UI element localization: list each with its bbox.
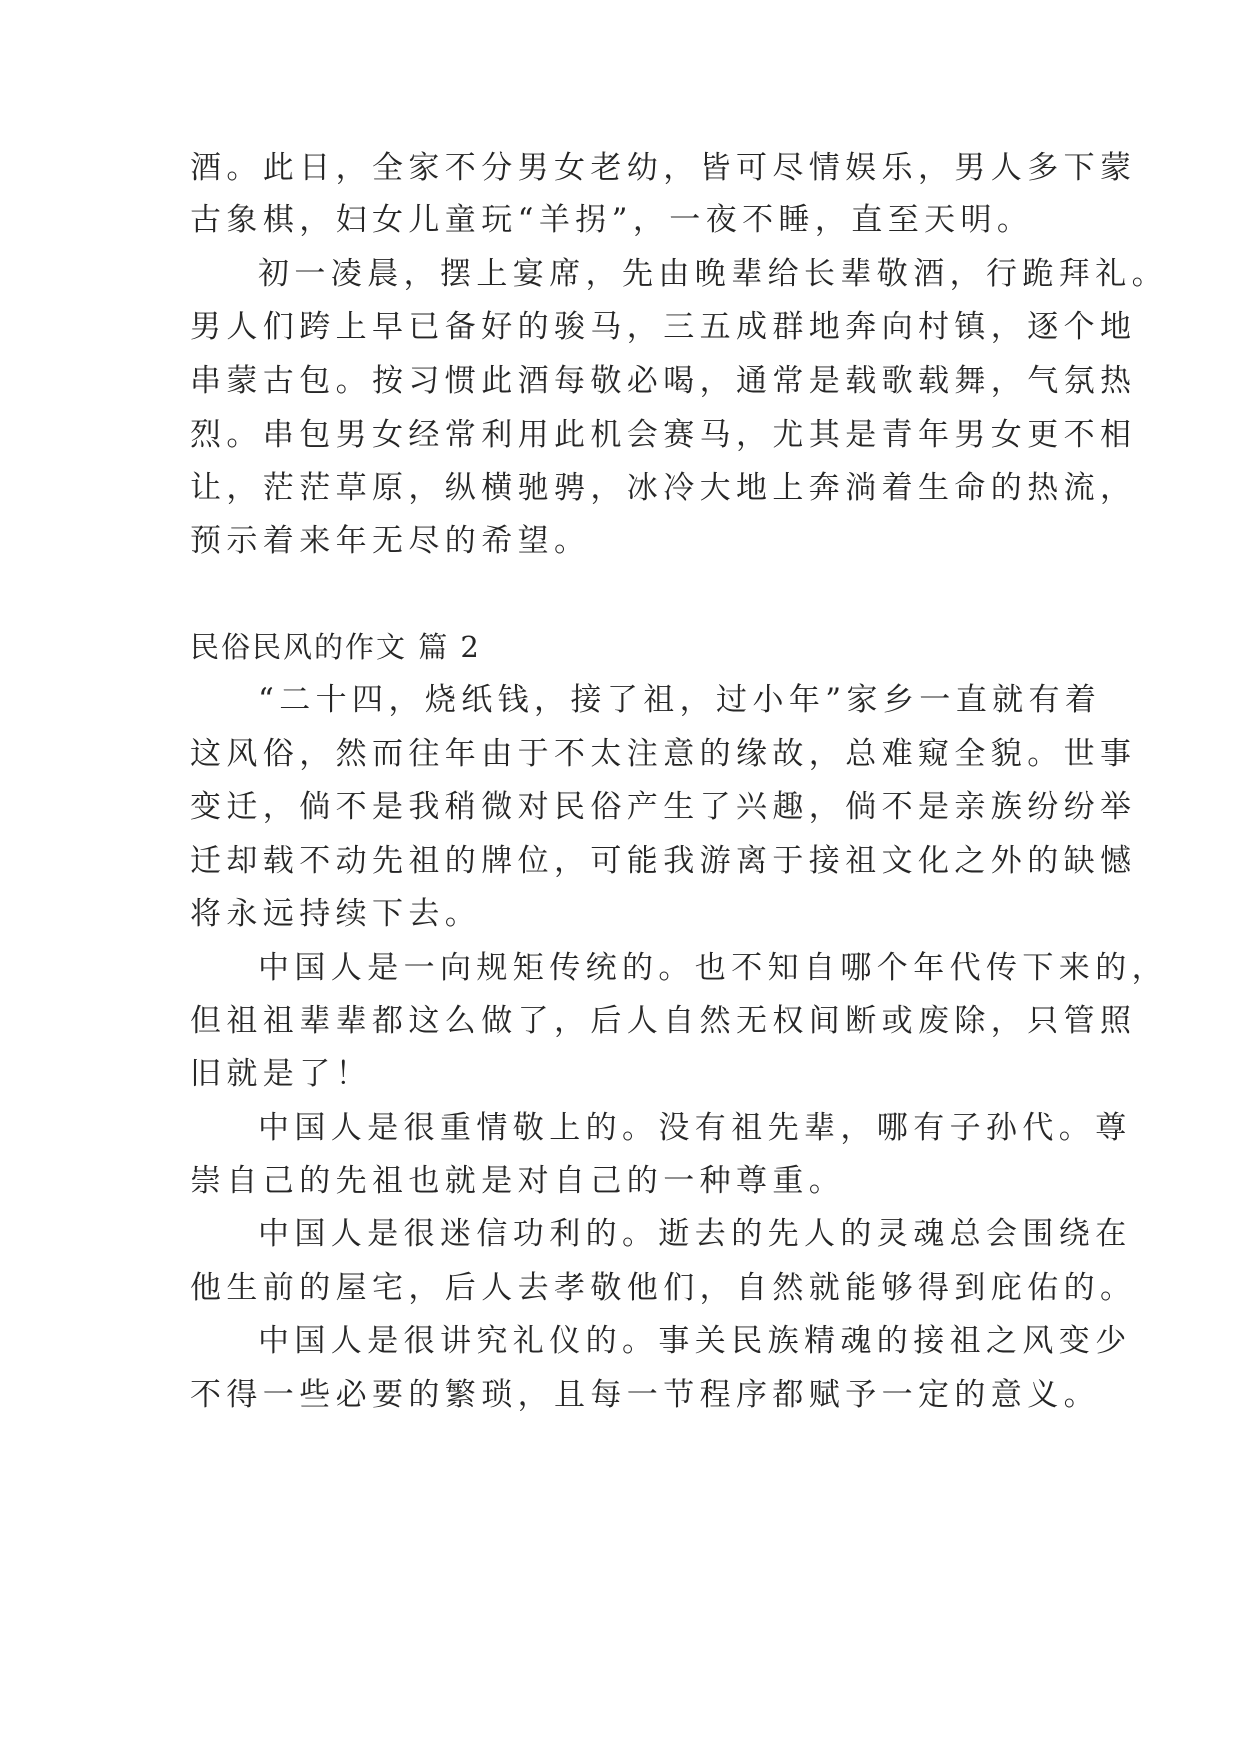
text-line: 男人们跨上早已备好的骏马，三五成群地奔向村镇，逐个地 [190,309,1137,345]
section-heading: 民俗民风的作文 篇 2 [190,630,481,664]
text-line: “二十四，烧纸钱，接了祖，过小年”家乡一直就有着 [258,682,1102,718]
text-line: 变迁，倘不是我稍微对民俗产生了兴趣，倘不是亲族纷纷举 [190,789,1137,825]
text-line: 他生前的屋宅，后人去孝敬他们，自然就能够得到庇佑的。 [190,1270,1137,1306]
text-line: 不得一些必要的繁琐，且每一节程序都赋予一定的意义。 [190,1377,1100,1413]
text-line: 初一凌晨，摆上宴席，先由晚辈给长辈敬酒，行跪拜礼。 [258,256,1168,292]
text-line: 让，茫茫草原，纵横驰骋，冰冷大地上奔淌着生命的热流， [190,470,1137,506]
text-line: 古象棋，妇女儿童玩“羊拐”，一夜不睡，直至天明。 [190,202,1034,238]
text-line: 中国人是很迷信功利的。逝去的先人的灵魂总会围绕在 [258,1216,1132,1252]
text-line: 酒。此日，全家不分男女老幼，皆可尽情娱乐，男人多下蒙 [190,150,1137,186]
text-line: 将永远持续下去。 [190,896,482,932]
text-line: 但祖祖辈辈都这么做了，后人自然无权间断或废除，只管照 [190,1003,1137,1039]
text-line: 中国人是一向规矩传统的。也不知自哪个年代传下来的， [258,950,1168,986]
text-line: 这风俗，然而往年由于不太注意的缘故，总难窥全貌。世事 [190,736,1137,772]
text-line: 旧就是了！ [190,1056,372,1092]
text-line: 预示着来年无尽的希望。 [190,523,591,559]
text-line: 烈。串包男女经常利用此机会赛马，尤其是青年男女更不相 [190,417,1137,453]
text-line: 中国人是很重情敬上的。没有祖先辈，哪有子孙代。尊 [258,1110,1132,1146]
text-line: 迁却载不动先祖的牌位，可能我游离于接祖文化之外的缺憾 [190,843,1137,879]
text-line: 串蒙古包。按习惯此酒每敬必喝，通常是载歌载舞，气氛热 [190,363,1137,399]
text-line: 崇自己的先祖也就是对自己的一种尊重。 [190,1163,846,1199]
text-line: 中国人是很讲究礼仪的。事关民族精魂的接祖之风变少 [258,1323,1132,1359]
